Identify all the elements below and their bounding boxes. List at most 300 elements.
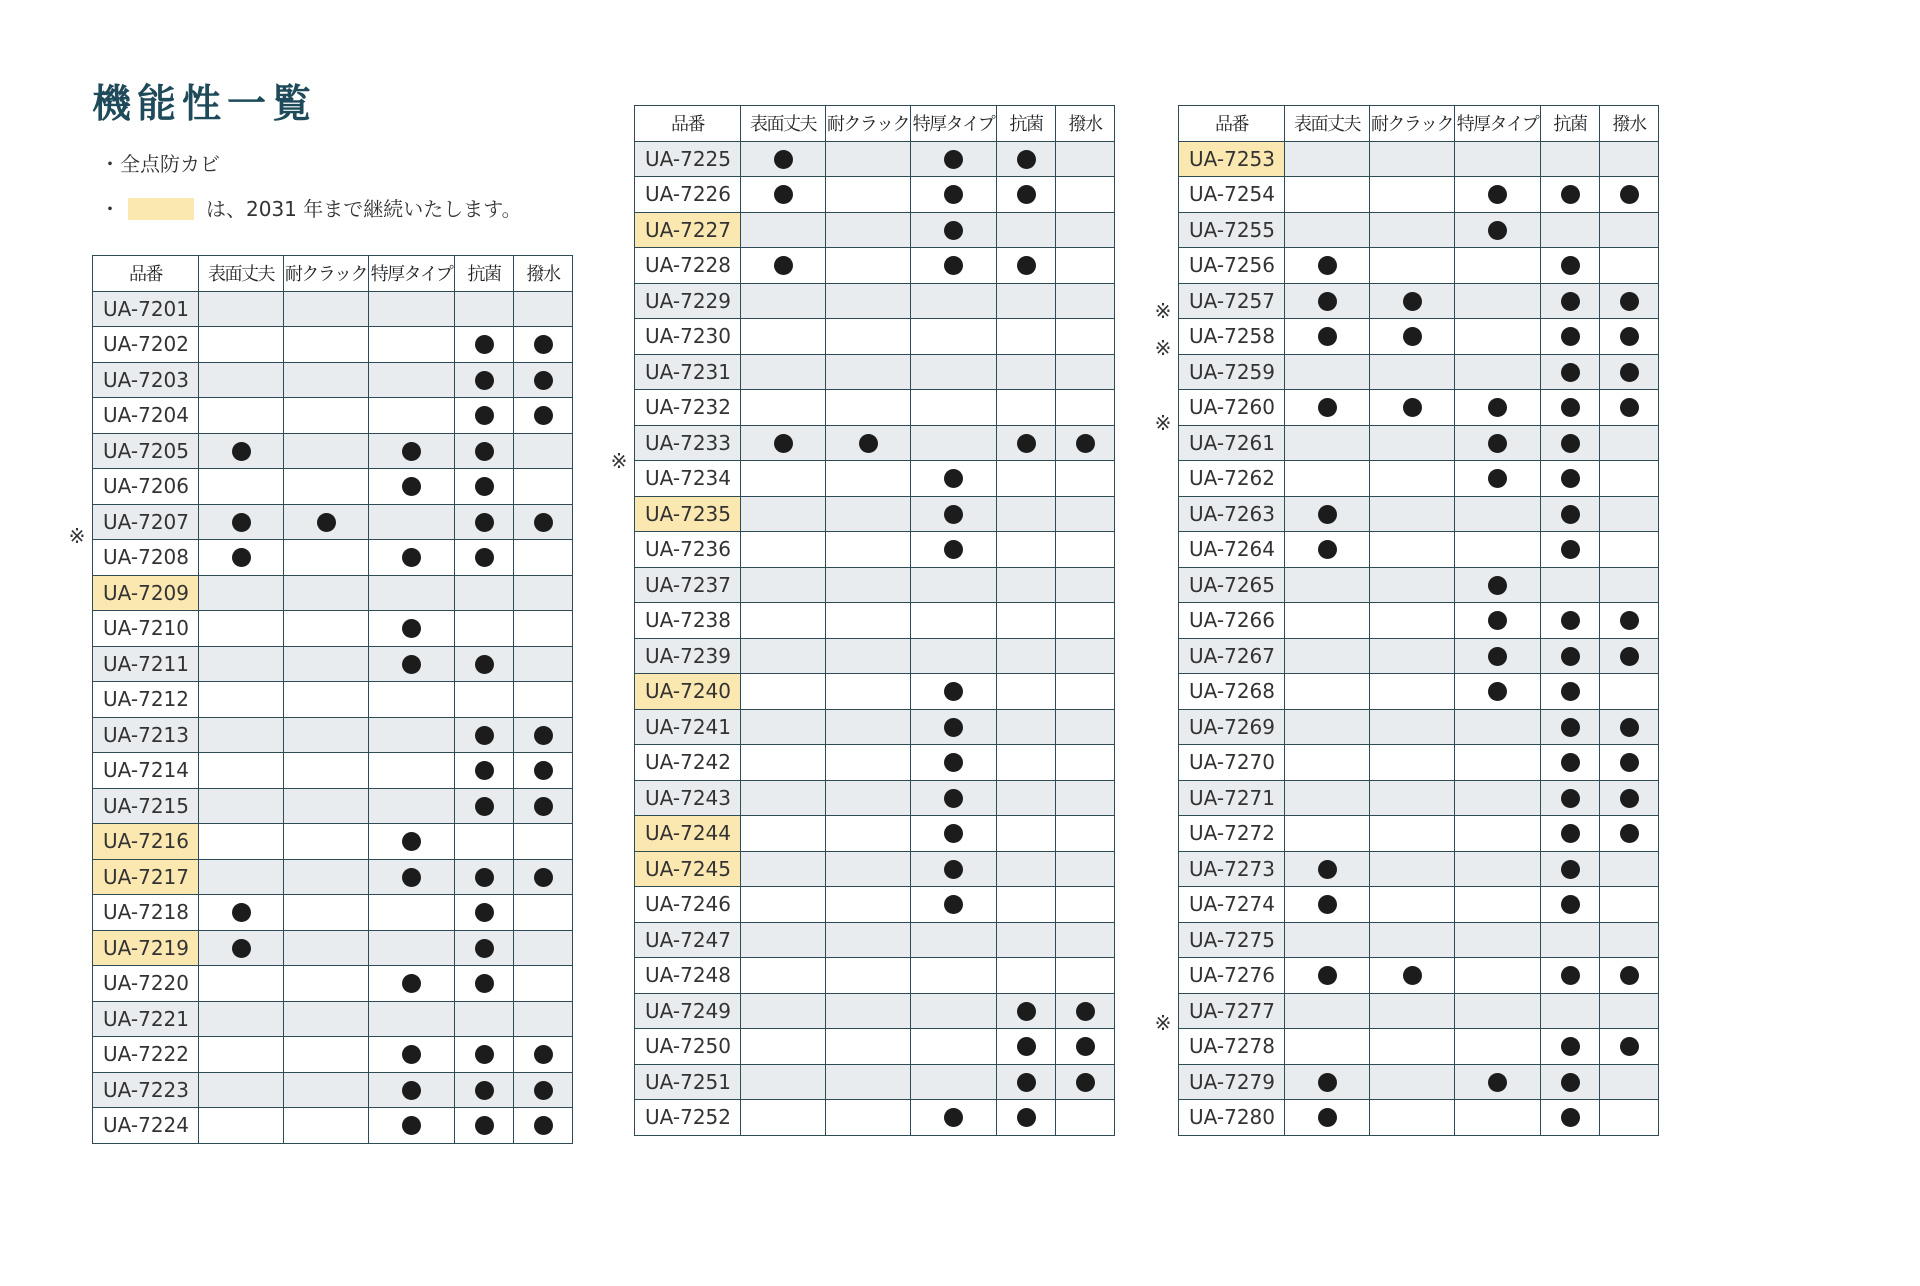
feature-cell [1541, 1064, 1600, 1100]
feature-cell [826, 780, 911, 816]
feature-cell [1541, 283, 1600, 319]
feature-cell [455, 717, 514, 753]
feature-cell [284, 646, 369, 682]
part-number: UA-7202 [93, 327, 199, 363]
feature-cell [1370, 567, 1455, 603]
feature-cell [1370, 993, 1455, 1029]
feature-mark [1561, 682, 1580, 701]
table-row [635, 851, 1115, 887]
header-crack-resistant: 耐クラック [284, 256, 369, 292]
feature-cell [1285, 993, 1370, 1029]
feature-cell [1370, 390, 1455, 426]
feature-cell [1370, 780, 1455, 816]
feature-cell [1541, 1029, 1600, 1065]
feature-cell [1541, 638, 1600, 674]
feature-cell [1600, 958, 1659, 994]
feature-cell [1370, 212, 1455, 248]
part-number: UA-7206 [93, 469, 199, 505]
table-row [635, 461, 1115, 497]
feature-cell [369, 469, 455, 505]
part-number-highlighted: UA-7217 [93, 859, 199, 895]
part-number: UA-7258 [1179, 319, 1285, 355]
table-row [635, 887, 1115, 923]
feature-cell [1370, 461, 1455, 497]
feature-cell [514, 717, 573, 753]
part-number: UA-7247 [635, 922, 741, 958]
feature-cell [514, 1108, 573, 1144]
feature-cell [1600, 461, 1659, 497]
feature-cell [1370, 603, 1455, 639]
feature-mark [402, 1081, 421, 1100]
feature-cell [199, 362, 284, 398]
asterisk-mark: ※ [1154, 411, 1172, 435]
feature-cell [1370, 248, 1455, 284]
feature-cell [1056, 887, 1115, 923]
feature-mark [1561, 540, 1580, 559]
feature-mark [1561, 1037, 1580, 1056]
feature-mark [774, 256, 793, 275]
table-row [635, 603, 1115, 639]
feature-cell [284, 1108, 369, 1144]
feature-cell [1370, 532, 1455, 568]
part-number: UA-7207 [93, 504, 199, 540]
feature-cell [741, 1100, 826, 1136]
header-water-repellent: 撥水 [514, 256, 573, 292]
part-number: UA-7261 [1179, 425, 1285, 461]
feature-cell [1370, 177, 1455, 213]
feature-mark [534, 868, 553, 887]
feature-cell [741, 567, 826, 603]
table-row [93, 1037, 573, 1073]
feature-cell [1056, 816, 1115, 852]
feature-cell [741, 674, 826, 710]
part-number-highlighted: UA-7245 [635, 851, 741, 887]
feature-mark [1076, 1002, 1095, 1021]
table-row [635, 567, 1115, 603]
part-number: UA-7201 [93, 291, 199, 327]
note-bullet: ・ [100, 197, 120, 221]
table-row [1179, 1064, 1659, 1100]
feature-cell [826, 141, 911, 177]
feature-cell [741, 461, 826, 497]
feature-mark [402, 832, 421, 851]
feature-cell [455, 540, 514, 576]
feature-mark [232, 548, 251, 567]
feature-mark [1561, 185, 1580, 204]
feature-cell [1056, 390, 1115, 426]
feature-mark [1017, 434, 1036, 453]
feature-cell [741, 212, 826, 248]
feature-mark [1017, 150, 1036, 169]
feature-cell [1370, 709, 1455, 745]
feature-mark [475, 477, 494, 496]
feature-mark [1620, 753, 1639, 772]
part-number: UA-7224 [93, 1108, 199, 1144]
feature-mark [1561, 292, 1580, 311]
feature-cell [1455, 603, 1541, 639]
feature-cell [997, 674, 1056, 710]
feature-cell [911, 780, 997, 816]
header-part-number: 品番 [1179, 106, 1285, 142]
feature-mark [475, 939, 494, 958]
feature-mark [534, 335, 553, 354]
part-number: UA-7267 [1179, 638, 1285, 674]
header-part-number: 品番 [93, 256, 199, 292]
table-row [93, 895, 573, 931]
feature-mark [944, 505, 963, 524]
feature-cell [1541, 425, 1600, 461]
part-number: UA-7264 [1179, 532, 1285, 568]
feature-mark [475, 513, 494, 532]
feature-cell [1370, 354, 1455, 390]
part-number: UA-7260 [1179, 390, 1285, 426]
part-number: UA-7208 [93, 540, 199, 576]
feature-cell [455, 1037, 514, 1073]
feature-cell [1056, 674, 1115, 710]
table-row [635, 532, 1115, 568]
feature-cell [997, 638, 1056, 674]
feature-cell [1056, 319, 1115, 355]
feature-cell [741, 390, 826, 426]
feature-mark [774, 150, 793, 169]
feature-cell [284, 824, 369, 860]
part-number: UA-7229 [635, 283, 741, 319]
feature-cell [514, 469, 573, 505]
part-number: UA-7236 [635, 532, 741, 568]
part-number: UA-7257 [1179, 283, 1285, 319]
feature-cell [826, 993, 911, 1029]
feature-cell [826, 390, 911, 426]
part-number-highlighted: UA-7240 [635, 674, 741, 710]
feature-mark [534, 797, 553, 816]
feature-cell [1285, 141, 1370, 177]
feature-cell [369, 362, 455, 398]
feature-cell [1541, 532, 1600, 568]
part-number: UA-7274 [1179, 887, 1285, 923]
feature-mark [534, 371, 553, 390]
feature-mark [944, 1108, 963, 1127]
feature-cell [1455, 425, 1541, 461]
feature-cell [455, 1072, 514, 1108]
feature-cell [1285, 780, 1370, 816]
feature-cell [741, 745, 826, 781]
feature-cell [455, 824, 514, 860]
feature-mark [1017, 256, 1036, 275]
part-number: UA-7272 [1179, 816, 1285, 852]
part-number: UA-7243 [635, 780, 741, 816]
feature-mark [402, 442, 421, 461]
feature-cell [911, 603, 997, 639]
table-row [635, 248, 1115, 284]
table-row [1179, 674, 1659, 710]
feature-mark [1488, 398, 1507, 417]
feature-cell [1541, 354, 1600, 390]
part-number: UA-7269 [1179, 709, 1285, 745]
feature-mark [1488, 185, 1507, 204]
feature-table-2 [634, 105, 1115, 1136]
table-row [635, 141, 1115, 177]
feature-cell [1370, 638, 1455, 674]
table-row [1179, 354, 1659, 390]
table-row [1179, 851, 1659, 887]
feature-cell [369, 1108, 455, 1144]
part-number: UA-7203 [93, 362, 199, 398]
feature-cell [199, 682, 284, 718]
feature-cell [514, 966, 573, 1002]
feature-cell [1056, 993, 1115, 1029]
feature-cell [1600, 248, 1659, 284]
feature-cell [997, 958, 1056, 994]
table-row [93, 682, 573, 718]
feature-cell [1370, 283, 1455, 319]
part-number: UA-7218 [93, 895, 199, 931]
asterisk-mark: ※ [1154, 336, 1172, 360]
feature-cell [455, 327, 514, 363]
feature-mark [944, 256, 963, 275]
feature-cell [369, 895, 455, 931]
feature-mark [944, 221, 963, 240]
feature-cell [199, 753, 284, 789]
feature-cell [1541, 567, 1600, 603]
table-row [635, 922, 1115, 958]
feature-mark [1318, 1108, 1337, 1127]
feature-cell [1600, 638, 1659, 674]
part-number: UA-7213 [93, 717, 199, 753]
feature-cell [1056, 532, 1115, 568]
feature-mark [1620, 1037, 1639, 1056]
feature-cell [1285, 1064, 1370, 1100]
part-number: UA-7211 [93, 646, 199, 682]
feature-cell [1056, 283, 1115, 319]
table-row [93, 540, 573, 576]
feature-cell [1285, 354, 1370, 390]
table-row [635, 390, 1115, 426]
feature-mark [1620, 292, 1639, 311]
table-row [1179, 1100, 1659, 1136]
table-row [635, 425, 1115, 461]
part-number: UA-7232 [635, 390, 741, 426]
part-number: UA-7233 [635, 425, 741, 461]
feature-mark [944, 860, 963, 879]
feature-mark [1620, 718, 1639, 737]
table-row [1179, 567, 1659, 603]
feature-cell [741, 887, 826, 923]
feature-cell [284, 469, 369, 505]
feature-cell [369, 291, 455, 327]
feature-cell [369, 930, 455, 966]
part-number: UA-7222 [93, 1037, 199, 1073]
feature-cell [1370, 1029, 1455, 1065]
feature-cell [1600, 780, 1659, 816]
feature-cell [1600, 177, 1659, 213]
feature-mark [1017, 1108, 1036, 1127]
part-number: UA-7223 [93, 1072, 199, 1108]
feature-cell [199, 966, 284, 1002]
feature-cell [911, 319, 997, 355]
feature-mark [402, 1045, 421, 1064]
table-row [1179, 603, 1659, 639]
asterisk-mark: ※ [1154, 1011, 1172, 1035]
part-number: UA-7255 [1179, 212, 1285, 248]
feature-mark [402, 655, 421, 674]
feature-mark [1561, 753, 1580, 772]
feature-cell [1600, 1100, 1659, 1136]
feature-cell [997, 1100, 1056, 1136]
feature-mark [402, 619, 421, 638]
feature-cell [1541, 922, 1600, 958]
feature-cell [1285, 638, 1370, 674]
feature-cell [1285, 425, 1370, 461]
feature-cell [199, 824, 284, 860]
feature-mark [1488, 469, 1507, 488]
feature-mark [1318, 540, 1337, 559]
part-number: UA-7273 [1179, 851, 1285, 887]
table-row [93, 859, 573, 895]
feature-cell [826, 248, 911, 284]
feature-cell [199, 859, 284, 895]
table-row [1179, 496, 1659, 532]
feature-cell [1056, 425, 1115, 461]
feature-cell [1056, 496, 1115, 532]
feature-cell [1370, 141, 1455, 177]
feature-cell [1541, 248, 1600, 284]
part-number: UA-7210 [93, 611, 199, 647]
feature-cell [1600, 603, 1659, 639]
feature-cell [911, 922, 997, 958]
asterisk-mark: ※ [610, 448, 628, 473]
feature-cell [369, 398, 455, 434]
feature-cell [1285, 745, 1370, 781]
feature-mark [1488, 221, 1507, 240]
feature-cell [997, 354, 1056, 390]
part-number: UA-7276 [1179, 958, 1285, 994]
table-row [1179, 958, 1659, 994]
feature-cell [1285, 177, 1370, 213]
header-surface-durable: 表面丈夫 [199, 256, 284, 292]
feature-mark [1620, 789, 1639, 808]
feature-mark [1488, 611, 1507, 630]
feature-cell [911, 1064, 997, 1100]
table-row [635, 816, 1115, 852]
feature-mark [1561, 966, 1580, 985]
feature-cell [1455, 141, 1541, 177]
feature-cell [199, 611, 284, 647]
part-number: UA-7271 [1179, 780, 1285, 816]
table-row [93, 504, 573, 540]
feature-cell [911, 283, 997, 319]
table-row [93, 824, 573, 860]
table-row [1179, 425, 1659, 461]
feature-cell [514, 1037, 573, 1073]
feature-mark [534, 1081, 553, 1100]
part-number: UA-7234 [635, 461, 741, 497]
feature-cell [514, 788, 573, 824]
feature-mark [475, 761, 494, 780]
feature-cell [284, 682, 369, 718]
feature-cell [1285, 887, 1370, 923]
feature-cell [1600, 922, 1659, 958]
feature-cell [455, 646, 514, 682]
feature-cell [284, 717, 369, 753]
feature-cell [1285, 709, 1370, 745]
feature-cell [911, 141, 997, 177]
feature-cell [1455, 674, 1541, 710]
part-number: UA-7249 [635, 993, 741, 1029]
feature-mark [1318, 327, 1337, 346]
feature-mark [944, 469, 963, 488]
feature-cell [1600, 674, 1659, 710]
feature-cell [284, 788, 369, 824]
table-row [93, 398, 573, 434]
feature-mark [944, 682, 963, 701]
feature-cell [199, 327, 284, 363]
feature-mark [944, 540, 963, 559]
feature-mark [1561, 256, 1580, 275]
feature-mark [1017, 185, 1036, 204]
feature-cell [455, 575, 514, 611]
feature-cell [741, 993, 826, 1029]
feature-cell [369, 717, 455, 753]
part-number: UA-7265 [1179, 567, 1285, 603]
feature-mark [232, 513, 251, 532]
feature-cell [199, 646, 284, 682]
feature-cell [284, 540, 369, 576]
table-row [635, 709, 1115, 745]
feature-cell [1541, 461, 1600, 497]
feature-cell [1455, 1029, 1541, 1065]
feature-cell [1600, 887, 1659, 923]
feature-mark [1488, 434, 1507, 453]
feature-mark [1017, 1037, 1036, 1056]
table-header-row [635, 106, 1115, 142]
feature-cell [741, 709, 826, 745]
part-number: UA-7230 [635, 319, 741, 355]
feature-cell [1285, 319, 1370, 355]
feature-mark [944, 824, 963, 843]
feature-cell [1455, 745, 1541, 781]
feature-cell [1541, 816, 1600, 852]
feature-cell [911, 745, 997, 781]
feature-mark [1561, 1108, 1580, 1127]
part-number: UA-7279 [1179, 1064, 1285, 1100]
feature-mark [475, 406, 494, 425]
feature-cell [1285, 567, 1370, 603]
feature-cell [455, 398, 514, 434]
feature-cell [911, 887, 997, 923]
feature-cell [1285, 958, 1370, 994]
feature-table-1 [92, 255, 573, 1144]
feature-cell [741, 283, 826, 319]
part-number: UA-7221 [93, 1001, 199, 1037]
feature-cell [1285, 496, 1370, 532]
table-row [635, 674, 1115, 710]
table-row [1179, 390, 1659, 426]
header-surface-durable: 表面丈夫 [741, 106, 826, 142]
feature-cell [911, 496, 997, 532]
feature-cell [826, 496, 911, 532]
table-row [1179, 248, 1659, 284]
feature-mark [1318, 256, 1337, 275]
feature-cell [741, 958, 826, 994]
table-row [1179, 709, 1659, 745]
feature-cell [199, 1108, 284, 1144]
feature-cell [514, 930, 573, 966]
feature-cell [997, 496, 1056, 532]
feature-cell [455, 753, 514, 789]
feature-cell [1285, 1029, 1370, 1065]
feature-mark [1561, 1073, 1580, 1092]
feature-cell [997, 567, 1056, 603]
